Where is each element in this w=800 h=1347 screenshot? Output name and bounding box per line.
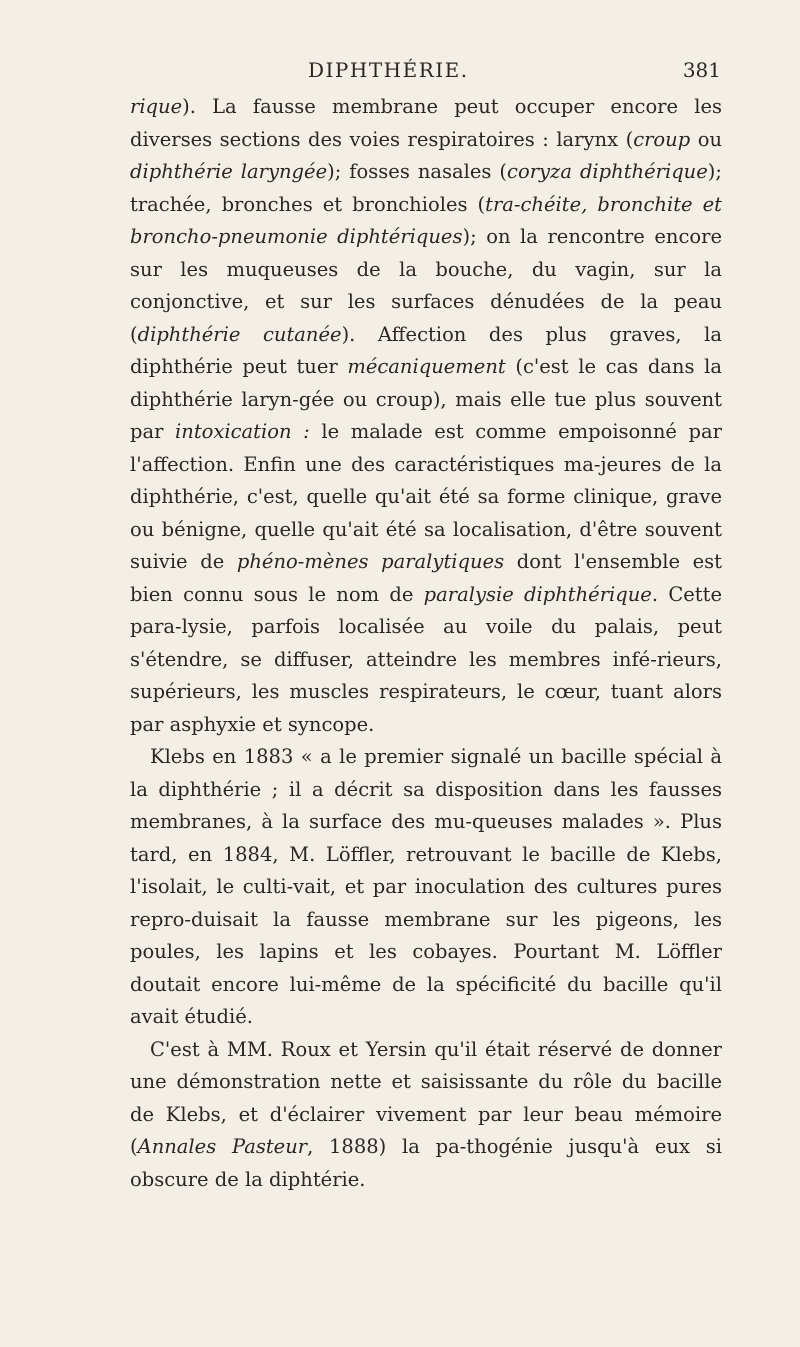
italic-run: rique — [130, 95, 183, 118]
paragraph-3 — [130, 1034, 722, 1197]
text-run: dont l'ensemble est bien connu sous le nom de — [130, 550, 723, 606]
running-title: DIPHTHÉRIE. — [308, 58, 469, 82]
italic-run: Annales Pasteur — [137, 1135, 308, 1158]
text-run: ); fosses nasales ( — [327, 160, 508, 183]
paragraph-1 — [130, 91, 722, 741]
italic-run: croup — [633, 127, 691, 151]
text-run: ou — [690, 127, 723, 151]
text-run: , 1888) la pa-thogénie jusqu'à eux si obscure de la diphtérie. — [130, 1135, 722, 1191]
page-number: 381 — [682, 58, 721, 82]
text-run: . Cette para-lysie, parfois localisée au voile du palais, peut s'étendre, se diffuser, atteindre les membres infé-rieurs, supérieurs, les muscles respirateurs, le cœur, tuant alors par asphyxie et syncope. — [130, 582, 722, 736]
italic-run: paralysie diphthérique — [423, 582, 652, 606]
italic-run: mécaniquement — [347, 355, 506, 378]
text-run: Klebs en 1883 « a le premier signalé un bacille spécial à la diphthérie ; il a décrit sa disposition dans les fausses membranes, à la surface des mu-queuses malades ». Plus tard, en 1884, M. Löffler, retrouvant le bacille de Klebs, l'isolait, le culti-vait, et par inoculation des cultures pures repro-duisait la fausse membrane sur les pigeons, les poules, les lapins et les cobayes. Pourtant M. Löffler doutait encore lui-même de la spécificité du bacille qu'il avait étudié. — [130, 745, 722, 1028]
text-run: C'est à MM. Roux et Yersin qu'il était réservé de donner une démonstration nette et saisissante du rôle du bacille de Klebs, et d'éclairer vivement par leur beau mémoire ( — [130, 1037, 722, 1158]
text-run: ); trachée, bronches et bronchioles ( — [130, 160, 722, 216]
italic-run: intoxication : — [175, 420, 310, 443]
page-header — [132, 50, 721, 90]
italic-run: tra-chéite, bronchite et broncho-pneumonie diphtériques — [130, 192, 722, 248]
italic-run: phéno-mènes paralytiques — [236, 550, 505, 573]
italic-run: diphthérie laryngée — [130, 160, 328, 183]
text-run: le malade est comme empoisonné par l'affection. Enfin une des caractéristiques ma-jeures de la diphthérie, c'est, quelle qu'ait été sa forme clinique, grave ou bénigne, quelle qu'ait été sa localisation, d'être souvent suivie de — [130, 420, 722, 573]
paragraph-2 — [130, 741, 722, 1034]
body-text — [130, 91, 722, 1196]
text-run: (c'est le cas dans la diphthérie laryn-gée ou croup), mais elle tue plus souvent par — [130, 355, 722, 443]
text-run: ). La fausse membrane peut occuper encore les diverses sections des voies respiratoires : larynx ( — [130, 95, 722, 151]
text-run: ). Affection des plus graves, la diphthérie peut tuer — [130, 322, 723, 378]
italic-run: coryza diphthérique — [507, 160, 708, 183]
text-run: ); on la rencontre encore sur les muqueuses de la bouche, du vagin, sur la conjonctive, et sur les surfaces dénudées de la peau ( — [130, 225, 722, 346]
italic-run: diphthérie cutanée — [137, 322, 342, 346]
